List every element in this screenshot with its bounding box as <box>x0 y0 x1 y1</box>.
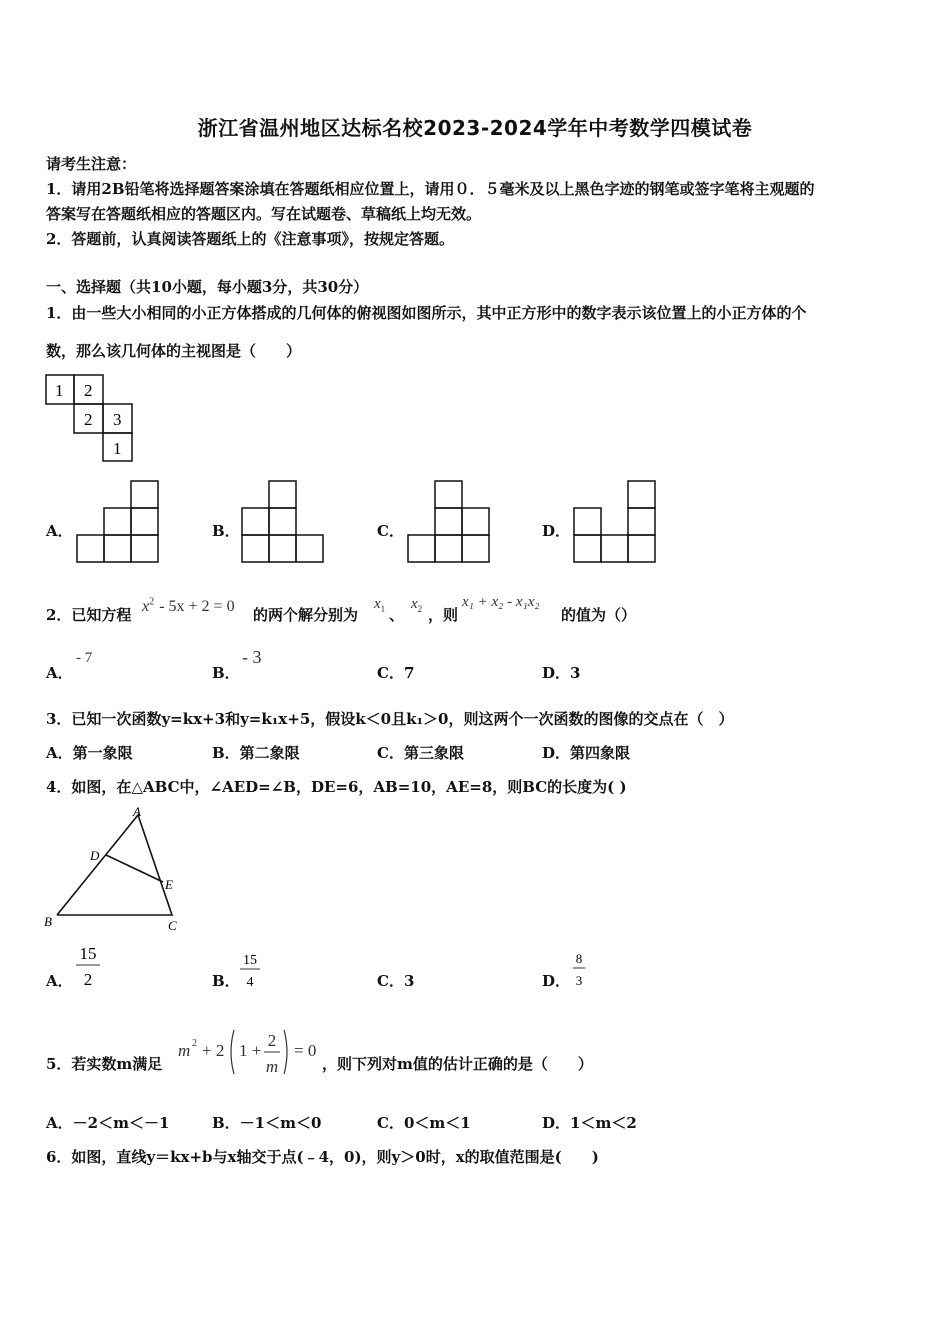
q1-figure-d <box>572 480 658 564</box>
svg-text:m: m <box>178 1041 191 1060</box>
q2-option-a-value: - 7 <box>76 650 93 666</box>
svg-text:2: 2 <box>83 970 93 989</box>
q5-option-a: A．－2＜m＜－1 <box>46 1114 170 1132</box>
q2-option-b: B． <box>212 664 240 682</box>
svg-text:15: 15 <box>243 953 257 968</box>
svg-text:2: 2 <box>267 1031 277 1050</box>
q4-option-a-fraction <box>74 942 102 990</box>
q2-then: ，则 <box>428 606 459 624</box>
q4-option-d: D． <box>542 972 571 990</box>
q5-equation <box>176 1024 326 1080</box>
q2-x2: $x_2$ <box>411 596 423 614</box>
q2-suffix: 的值为（） <box>561 606 637 624</box>
q2-mid: 的两个解分别为 <box>253 606 359 624</box>
q4-option-b: B． <box>212 972 240 990</box>
svg-text:4: 4 <box>246 975 254 990</box>
q3-option-c: C．第三象限 <box>377 744 464 762</box>
section-heading: 一、选择题（共10小题，每小题3分，共30分） <box>46 278 369 296</box>
q2-option-d: D．3 <box>542 664 581 682</box>
q4-option-a: A． <box>46 972 73 990</box>
q1-option-a: A． <box>46 522 73 540</box>
svg-text:2: 2 <box>192 1038 197 1049</box>
q4-text: 4．如图，在△ABC中，∠AED=∠B，DE=6，AB=10，AE=8，则BC的长度为( ) <box>46 778 627 796</box>
q5-prefix: 5．若实数m满足 <box>46 1055 163 1073</box>
vertex-label-c: C <box>168 918 177 933</box>
q5-option-b: B．－1＜m＜0 <box>212 1114 322 1132</box>
q1-line-2: 数，那么该几何体的主视图是（ ） <box>46 342 302 360</box>
q1-top-view-grid <box>44 373 136 465</box>
q3-option-d: D．第四象限 <box>542 744 631 762</box>
q2-x1: $x_1$ <box>374 596 386 614</box>
q1-option-c: C． <box>377 522 404 540</box>
q2-option-b-value: - 3 <box>242 647 262 667</box>
vertex-label-d: D <box>90 848 100 863</box>
grid-number: 1 <box>55 381 64 400</box>
q4-option-c: C．3 <box>377 972 415 990</box>
q6-text: 6．如图，直线y＝kx+b与x轴交于点(﹣4，0)，则y＞0时，x的取值范围是( ) <box>46 1148 599 1166</box>
q2-separator: 、 <box>389 606 405 624</box>
q5-option-c: C．0＜m＜1 <box>377 1114 471 1132</box>
grid-number: 2 <box>84 410 93 429</box>
q4-triangle-figure <box>42 803 192 935</box>
q1-option-d: D． <box>542 522 571 540</box>
q5-suffix: ，则下列对m值的估计正确的是（ ） <box>322 1055 593 1073</box>
svg-text:15: 15 <box>79 944 97 963</box>
q1-line-1: 1．由一些大小相同的小正方体搭成的几何体的俯视图如图所示，其中正方形中的数字表示该位置上的小正方体的个 <box>46 304 807 322</box>
vertex-label-a: A <box>133 804 141 819</box>
svg-text:+ 2: + 2 <box>202 1041 225 1060</box>
q4-option-b-fraction <box>238 949 262 991</box>
svg-text:m: m <box>265 1057 279 1076</box>
svg-text:8: 8 <box>575 951 583 966</box>
svg-text:3: 3 <box>575 973 583 988</box>
page-title: 浙江省温州地区达标名校2023-2024学年中考数学四模试卷 <box>197 116 753 140</box>
grid-number: 1 <box>113 439 122 458</box>
notice-line-1b: 答案写在答题纸相应的答题区内。写在试题卷、草稿纸上均无效。 <box>46 205 482 223</box>
q3-option-b: B．第二象限 <box>212 744 300 762</box>
q2-prefix: 2．已知方程 <box>46 606 132 624</box>
q2-option-a: A． <box>46 664 73 682</box>
q1-figure-a <box>75 480 161 564</box>
grid-number: 2 <box>84 381 93 400</box>
grid-number: 3 <box>113 410 122 429</box>
q4-option-d-fraction <box>570 949 588 991</box>
q2-expression: x₁ + x₂ - x₁x₂ <box>462 594 540 610</box>
svg-text:= 0: = 0 <box>294 1041 317 1060</box>
vertex-label-b: B <box>44 914 52 929</box>
notice-line-1a: 1．请用2B铅笔将选择题答案涂填在答题纸相应位置上，请用０．５毫米及以上黑色字迹的钢笔或签字笔将主观题的 <box>46 180 815 198</box>
vertex-label-e: E <box>165 877 173 892</box>
q2-option-c: C．7 <box>377 664 415 682</box>
q3-option-a: A．第一象限 <box>46 744 133 762</box>
q2-equation: $x^2 - 5x + 2 = 0$ <box>142 596 235 615</box>
q1-option-b: B． <box>212 522 240 540</box>
svg-text:1 +: 1 + <box>239 1041 262 1060</box>
q5-option-d: D．1＜m＜2 <box>542 1114 637 1132</box>
q1-figure-b <box>240 480 326 564</box>
q3-text: 3．已知一次函数y=kx+3和y=k₁x+5，假设k＜0且k₁＞0，则这两个一次函数的图像的交点在（ ） <box>46 710 734 728</box>
q1-figure-c <box>406 480 492 564</box>
notice-line-2: 2．答题前，认真阅读答题纸上的《注意事项》，按规定答题。 <box>46 230 454 248</box>
notice-heading: 请考生注意： <box>46 155 137 173</box>
